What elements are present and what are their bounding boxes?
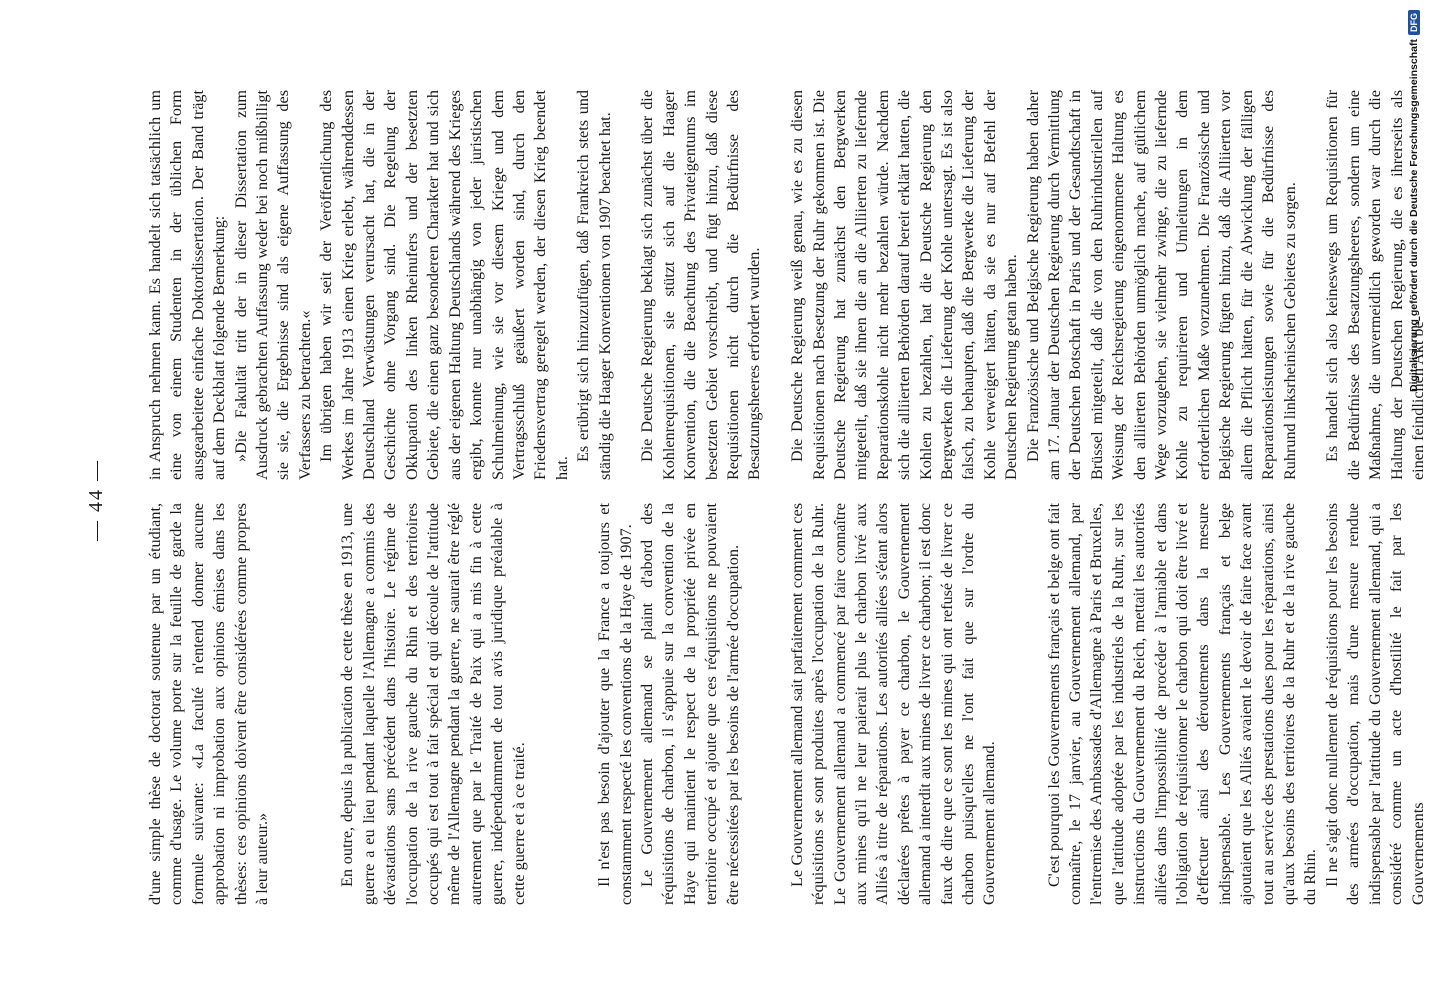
paragraph: Es handelt sich also keineswegs um Requisitionen für die Bedürfnisse des Besatzungsheeres, sondern um eine Maßnahme, die unvermeidlich geworden war durch die Haltung der Deutschen Regierung, die es ihrerseits als einen feindlichen Akt be- — [1323, 90, 1427, 480]
paragraph: Le Gouvernement allemand sait parfaitement comment ces réquisitions se sont produites après l'occupation de la Ruhr. Le Gouvernement allemand a commencé par faire connaître aux mines qu'il ne leur paierait plus le charbon livré aux Alliés à titre de réparations. Les autorités alliées s'étant alors déclarées prêtes à payer ce charbon, le Gouvernement allemand a interdit aux mines de livrer ce charbon; il est donc faux de dire que ce sont les mines qui ont refusé de livrer ce charbon puisqu'elles ne l'ont fait que sur l'ordre du Gouvernement allemand. — [787, 503, 999, 905]
paragraph: Il ne s'agit donc nullement de réquisitions pour les besoins des armées d'occupation, mais d'une mesure rendue indispensable par l'attitude du Gouvernement allemand, qui a considéré comme un acte d'hostilité le fait par les Gouvernements — [1322, 503, 1427, 905]
page-number: — 44 — — [85, 459, 107, 541]
french-column — [145, 503, 1429, 905]
german-column — [145, 90, 1429, 480]
paragraph: Die Deutsche Regierung weiß genau, wie es zu diesen Requisitionen nach Besetzung der Ruhr gekommen ist. Die Deutsche Regierung hat zunächst den Bergwerken mitgeteilt, daß sie ihnen die an die Alliierten zu liefernde Reparationskohle nicht mehr bezahlen würde. Nachdem sich die alliierten Behörden darauf bereit erklärt hatten, die Kohlen zu bezahlen, hat die Deutsche Regierung den Bergwerken die Lieferung der Kohle untersagt. Es ist also falsch, zu behaupten, daß die Bergwerke die Lieferung der Kohle verweigert hätten, da sie es nur auf Befehl der Deutschen Regierung getan haben. — [788, 90, 1021, 480]
paragraph: Le Gouvernement allemand se plaint d'abord des réquisitions de charbon, il s'appuie sur la convention de la Haye qui maintient le respect de la propriété privée en territoire occupé et ajoute que ces réquisitions ne pouvaient être nécessitées par les besoins de l'armée d'occupation. — [637, 503, 742, 905]
paragraph: Die Französische und Belgische Regierung haben daher am 17. Januar der Deutschen Regierung durch Vermittlung der Deutschen Botschaft in Paris und der Gesandtschaft in Brüssel mitgeteilt, daß die von den Ruhrindustriellen auf Weisung der Reichsregierung eingenommene Haltung es den alliierten Behörden unmöglich mache, auf gütlichem Wege vorzugehen, sie vielmehr zwinge, die zu liefernde Kohle zu requirieren und Umleitungen in dem erforderlichen Maße vorzunehmen. Die Französische und Belgische Regierung fügten hinzu, daß die Alliierten vor allem die Pflicht hätten, für die Abwicklung der fälligen Reparationsleistungen sowie für die Bedürfnisse des Ruhrund linksrheinischen Gebietes zu sorgen. — [1023, 90, 1299, 480]
digitization-credit-text: Digitalisierung gefördert durch die Deutsche Forschungsgemeinschaft — [1408, 38, 1421, 392]
paragraph: »Die Fakultät tritt der in dieser Dissertation zum Ausdruck gebrachten Auffassung weder bei noch mißbilligt sie sie, die Ergebnisse sind als eigene Auffassung des Verfassers zu betrachten.« — [231, 90, 314, 480]
paragraph: Es erübrigt sich hinzuzufügen, daß Frankreich stets und ständig die Haager Konventionen von 1907 beachtet hat. — [574, 90, 614, 480]
paragraph: Il n'est pas besoin d'ajouter que la France a toujours et constamment respecté les conventions de la Haye de 1907. — [595, 503, 635, 905]
dfg-logo: DFG — [1408, 10, 1420, 35]
paragraph: Im übrigen haben wir seit der Veröffentlichung des Werkes im Jahre 1913 einen Krieg erlebt, währenddessen Deutschland Verwüstungen verursacht hat, die in der Geschichte ohne Vorgang sind. Die Regelung der Okkupation des linken Rheinufers und der besetzten Gebiete, die einen ganz besonderen Charakter hat und sich aus der eigenen Haltung Deutschlands während des Krieges ergibt, konnte nur unabhängig von jeder juristischen Schulmeinung, wie sie vor diesem Kriege und dem Vertragsschluß geäußert worden sind, durch den Friedensvertrag geregelt werden, der diesen Krieg beendet hat. — [317, 90, 571, 480]
digitization-credit — [1403, 8, 1425, 393]
paragraph: C'est pourquoi les Gouvernements français et belge ont fait connaître, le 17 janvier, au Gouvernement allemand, par l'entremise des Ambassades d'Allemagne à Paris et Bruxelles, que l'attitude adoptée par les industriels de la Ruhr, sur les instructions du Gouvernement du Reich, mettait les autorités alliées dans l'impossibilité de procéder à l'amiable et dans l'obligation de réquisitionner le charbon qui doit être livré et d'effectuer ainsi des déroutements dans la mesure indispensable. Les Gouvernements français et belge ajoutaient que les Alliés avaient le devoir de faire face avant tout au service des prestations dues pour les réparations, ainsi qu'aux besoins des territoires de la Ruhr et de la rive gauche du Rhin. — [1044, 503, 1320, 905]
paragraph: Die Deutsche Regierung beklagt sich zunächst über die Kohlenrequisitionen, sie stützt sich auf die Haager Konvention, die die Beachtung des Privateigentums im besetzten Gebiet vorschreibt, und fügt hinzu, daß diese Requisitionen nicht durch die Bedürfnisse des Besatzungsheeres erfordert wurden. — [638, 90, 764, 480]
paragraph: in Anspruch nehmen kann. Es handelt sich tatsächlich um eine von einem Studenten in der üblichen Form ausgearbeitete einfache Doktordissertation. Der Band trägt auf dem Deckblatt folgende Bemerkung: — [146, 90, 229, 480]
paragraph: En outre, depuis la publication de cette thèse en 1913, une guerre a eu lieu pendant laquelle l'Allemagne a commis des dévastations sans précédent dans l'histoire. Le régime de l'occupation de la rive gauche du Rhin et des territoires occupés qui est tout à fait spécial et qui découle de l'attitude même de l'Allemagne pendant la guerre, ne saurait être réglé autrement que par le Traité de Paix qui a mis fin à cette guerre, indépendamment de tout avis juridique préalable à cette guerre et à ce traité. — [338, 503, 528, 905]
paragraph: d'une simple thèse de doctorat soutenue par un étudiant, comme d'usage. Le volume porte sur la feuille de garde la formule suivante: «La faculté n'entend donner aucune approbation ni improbation aux opinions émises dans les thèses: ces opinions doivent être considérées comme propres à leur auteur.» — [146, 503, 272, 905]
